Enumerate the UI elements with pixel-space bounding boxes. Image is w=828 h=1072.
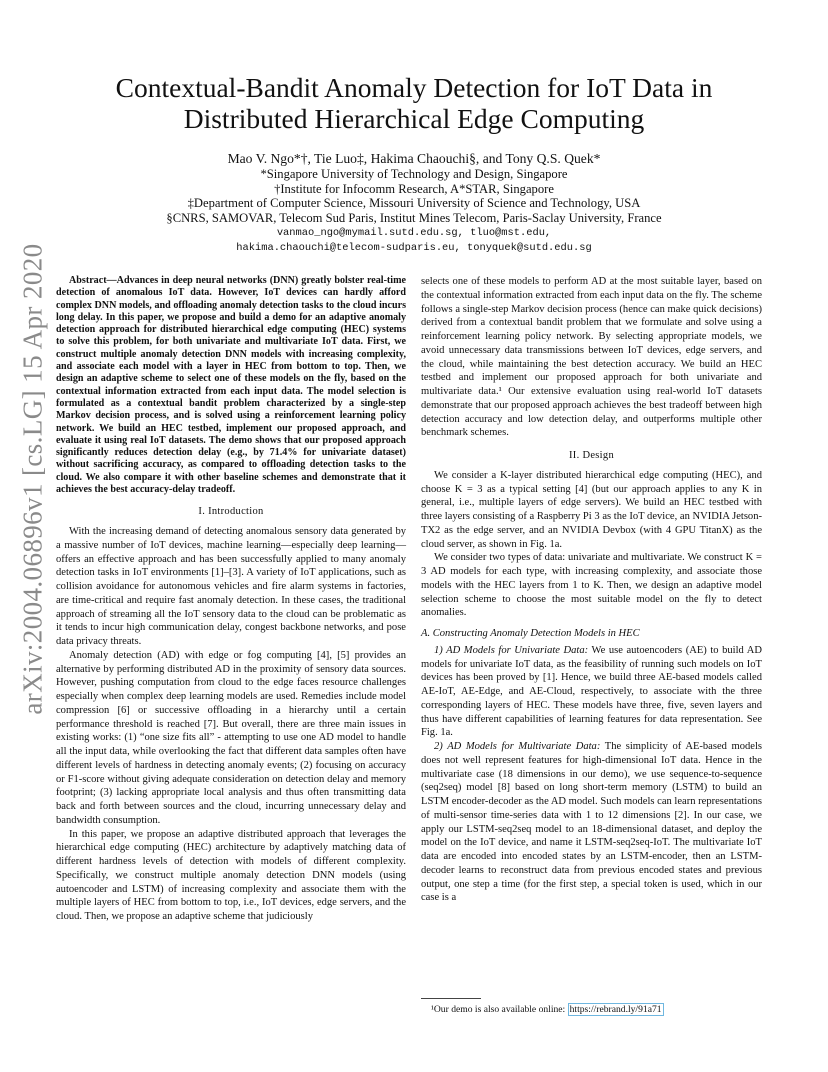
title-line-2: Distributed Hierarchical Edge Computing (183, 103, 645, 134)
author-block (60, 152, 768, 256)
subsection-a2-heading: 2) AD Models for Multivariate Data: (434, 741, 601, 752)
right-paragraph-1: selects one of these models to perform AD at the most suitable layer, based on the contextual information extracted from each input data on the fly. The scheme follows a single-step Markov decision process (hence can make quick decisions) derived from a contextual bandit problem that we formulate and solve using a reinforcement learning policy network. By selecting appropriate models, we avoid unnecessary data transmissions between IoT devices, edge servers, and the cloud, while maintaining the best detection accuracy. We build an HEC testbed and implement our proposed approach for both univariate and multivariate data.¹ Our extensive evaluation using real-world IoT datasets demonstrate that our proposed approach achieves the best tradeoff between high detection accuracy and low detection delay, and outperforms multiple other benchmark schemes. (421, 276, 762, 439)
affiliation-2: †Institute for Infocomm Research, A*STAR, Singapore (274, 181, 554, 196)
affiliation-4: §CNRS, SAMOVAR, Telecom Sud Paris, Institut Mines Telecom, Paris-Saclay University, France (166, 211, 662, 226)
section-heading-introduction: I. Introduction (198, 506, 264, 518)
demo-link[interactable]: https://rebrand.ly/91a71 (569, 1004, 662, 1015)
affiliation-3: ‡Department of Computer Science, Missouri University of Science and Technology, USA (187, 196, 641, 211)
intro-paragraph-1: With the increasing demand of detecting anomalous sensory data generated by a massive number of IoT devices, machine learning—especially deep learning—offers an effective approach and has been successfully applied to many anomaly detection tasks in IoT environments [1]–[3]. A variety of IoT applications, such as collision avoidance for autonomous vehicles and fire alarm systems in factories, are time-critical and require fast anomaly detection. In these cases, the traditional approach of streaming all the IoT sensory data to the cloud can be problematic as it tends to incur high communication delay, congest backbone networks, and pose data privacy threats. (56, 526, 406, 648)
right-column (421, 275, 762, 905)
subsection-a1-text: We use autoencoders (AE) to build AD models for univariate IoT data, as the feasibility of running such models on IoT devices has been proved by [1]. Hence, we build three AE-based models called AE-IoT, AE-Edge, and AE-Cloud, respectively, to associate with the three corresponding layers of HEC. These models have three, five, seven layers and thus have different capabilities of learning features for data representation. See Fig. 1a. (421, 644, 763, 739)
design-paragraph-1: We consider a K-layer distributed hierarchical edge computing (HEC), and choose K = 3 as a typical setting [4] (but our approach applies to any K in general, i.e., multiple layers of edge servers). We build an HEC testbed with three layers consisting of a Raspberry Pi 3 as the IoT device, an NVIDIA Jetson-TX2 as the edge server, and an NVIDIA Devbox (with 4 GPU TitanX) as the cloud server, as shown in Fig. 1a. (421, 469, 762, 550)
design-paragraph-2: We consider two types of data: univariate and multivariate. We construct K = 3 AD models for each type, with increasing complexity, and associate those models with the HEC layers from 1 to K. Then, we design an adaptive model selection scheme to choose the most suitable model on the fly to detect anomalies. (421, 552, 762, 619)
subsection-a1-heading: 1) AD Models for Univariate Data: (434, 644, 589, 656)
subsection-a2-text: The simplicity of AE-based models does not well represent features for high-dimensional IoT data. Hence in the multivariate case (18 dimensions in our demo), we use sequence-to-sequence (seq2seq) model [8] based on long short-term memory (LSTM) to build an LSTM encoder-decoder as the AD model. Such models can learn representations of multi-sensor time-series data with 1 to 12 dimensions [2]. In our case, we apply our LSTM-seq2seq model to an 18-dimensional dataset, and deploy the model on the IoT device, and name it LSTM-seq2seq-IoT. The multivariate IoT data are encoded into encoded states by an LSTM-encoder, then an LSTM-decoder learns to reconstruct data from previous encoded states and previous output, one step a time (for the first step, a special token is used, which in our case is a (421, 741, 762, 904)
author-emails-2: hakima.chaouchi@telecom-sudparis.eu, tonyquek@sutd.edu.sg (236, 241, 592, 254)
arxiv-identifier: arXiv:2004.06896v1 [cs.LG] 15 Apr 2020 (17, 243, 48, 715)
footnote-text: ¹Our demo is also available online: (431, 1004, 568, 1015)
footnote (421, 1004, 762, 1016)
abstract: Abstract—Advances in deep neural networks (DNN) greatly bolster real-time detection of anomalous IoT data. However, IoT devices can hardly afford complex DNN models, and offloading anomaly detection tasks to the cloud incurs long delay. In this paper, we propose and build a demo for an adaptive anomaly detection approach for distributed hierarchical edge computing (HEC) systems to solve this problem, for both univariate and multivariate IoT data. First, we construct multiple anomaly detection DNN models with increasing complexity, and associate each model with a layer in HEC from bottom to top. Then, we design an adaptive scheme to select one of these models on the fly, based on the contextual information extracted from each input data. The model selection is formulated as a contextual bandit problem characterized by a single-step Markov decision process, and is solved using a reinforcement learning policy network. We build an HEC testbed, implement our proposed approach, and evaluate it using real IoT datasets. The demo shows that our proposed approach significantly reduces detection delay (e.g., by 71.4% for univariate dataset) without sacrificing accuracy, as compared to offloading detection tasks to the cloud. We also compare it with other baseline schemes and demonstrate that it achieves the best accuracy-delay tradeoff. (56, 275, 406, 496)
left-column (56, 275, 406, 924)
author-emails-1: vanmao_ngo@mymail.sutd.edu.sg, tluo@mst.edu, (276, 226, 552, 239)
subsection-a1-paragraph (421, 644, 762, 740)
title-line-1: Contextual-Bandit Anomaly Detection for IoT Data in (115, 72, 713, 103)
intro-paragraph-2: Anomaly detection (AD) with edge or fog computing [4], [5] provides an alternative by performing distributed AD in the proximity of sensory data sources. However, pushing computation from cloud to the edge faces resource challenges especially when complex deep learning models are used. Remedies include model compression [6] or successive offloading in a hierarchy until a certain performance threshold is reached [7]. But overall, there are three main issues in existing works: (1) “one size fits all” - attempting to use one AD model to handle all the input data, while overlooking the fact that different data samples often have different levels of hardness in detecting anomaly events; (2) focusing on accuracy or F1-score without giving adequate consideration on detection delay and memory footprint; (3) lacking appropriate local analysis and thus often transmitting data back and forth between sources and the cloud, incurring unnecessary delay and bandwidth consumption. (56, 649, 406, 826)
section-heading-design: II. Design (569, 450, 614, 461)
author-names: Mao V. Ngo*†, Tie Luo‡, Hakima Chaouchi§, and Tony Q.S. Quek* (227, 151, 601, 166)
intro-paragraph-3: In this paper, we propose an adaptive distributed approach that leverages the hierarchical edge computing (HEC) architecture by adaptively matching data of different hardness levels of detection with models of different complexity. Specifically, we construct multiple anomaly detection DNN models (using autoencoder and LSTM) of increasing complexity and associate them with the multiple layers of HEC from bottom to top, i.e., IoT devices, edge servers, and the cloud. Then, we propose an adaptive scheme that judiciously (56, 828, 406, 923)
paper-title (60, 72, 768, 134)
footnote-rule (421, 998, 481, 999)
subsection-a2-paragraph (421, 740, 762, 905)
subsection-heading-a: A. Constructing Anomaly Detection Models in HEC (421, 628, 640, 639)
affiliation-1: *Singapore University of Technology and Design, Singapore (260, 166, 568, 181)
